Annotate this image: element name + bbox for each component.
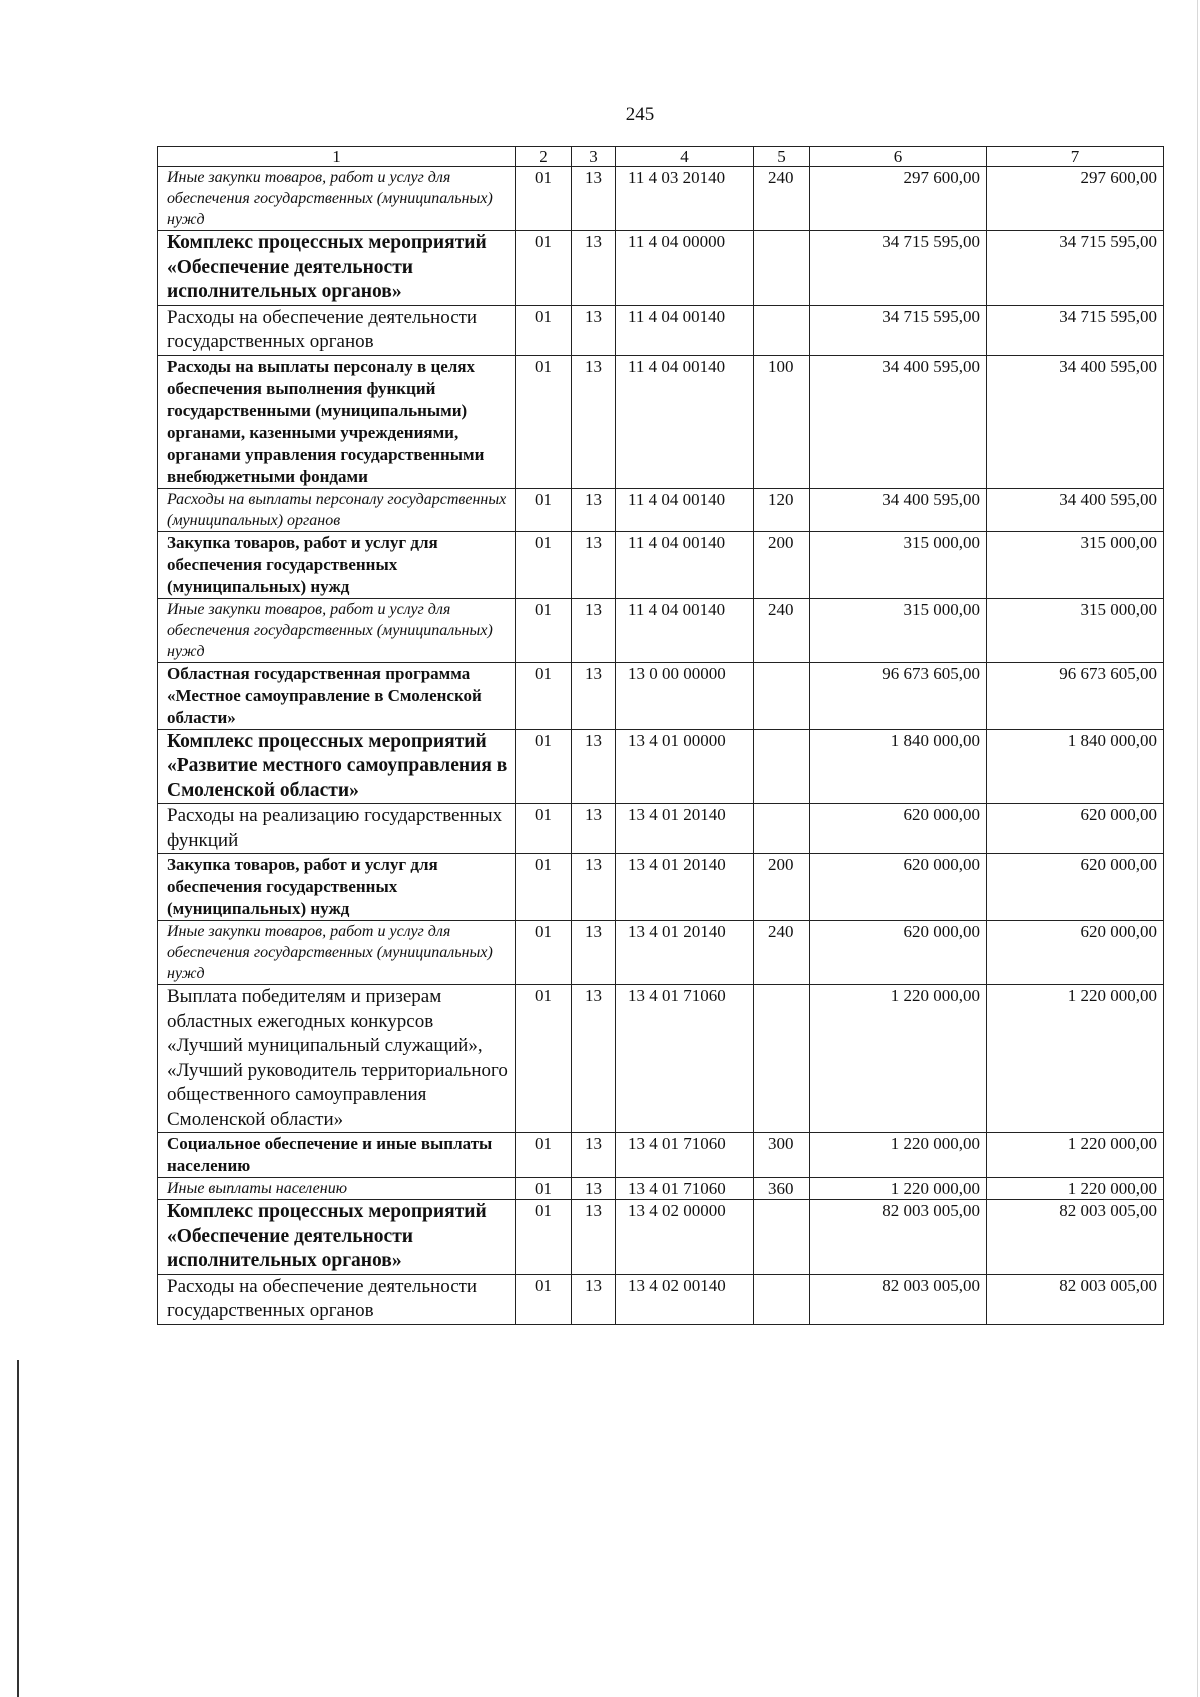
cell-sum1: 34 400 595,00 (810, 355, 987, 488)
cell-sum2: 34 400 595,00 (987, 488, 1164, 531)
budget-table (157, 146, 1164, 1325)
table-body (158, 147, 1164, 1325)
cell-code: 13 4 01 00000 (616, 729, 754, 804)
cell-name: Расходы на выплаты персоналу государственных (муниципальных) органов (158, 488, 516, 531)
cell-sum1: 315 000,00 (810, 598, 987, 662)
cell-vr: 300 (754, 1133, 810, 1178)
cell-sum2: 315 000,00 (987, 598, 1164, 662)
table-row (158, 1178, 1164, 1200)
cell-col3: 13 (572, 355, 616, 488)
table-row (158, 854, 1164, 921)
cell-sum2: 620 000,00 (987, 804, 1164, 854)
cell-vr (754, 662, 810, 729)
table-row (158, 231, 1164, 306)
cell-col3: 13 (572, 488, 616, 531)
cell-col2: 01 (516, 167, 572, 231)
cell-sum2: 34 715 595,00 (987, 231, 1164, 306)
cell-sum1: 96 673 605,00 (810, 662, 987, 729)
cell-code: 13 4 01 71060 (616, 1178, 754, 1200)
header-cell: 7 (987, 147, 1164, 167)
cell-col2: 01 (516, 531, 572, 598)
cell-code: 11 4 04 00140 (616, 355, 754, 488)
cell-name: Комплекс процессных мероприятий «Обеспечение деятельности исполнительных органов» (158, 231, 516, 306)
cell-name: Иные закупки товаров, работ и услуг для обеспечения государственных (муниципальных) нужд (158, 167, 516, 231)
cell-vr: 240 (754, 921, 810, 985)
cell-code: 11 4 04 00140 (616, 531, 754, 598)
cell-col3: 13 (572, 231, 616, 306)
cell-code: 11 4 04 00140 (616, 488, 754, 531)
cell-col2: 01 (516, 662, 572, 729)
cell-vr: 240 (754, 598, 810, 662)
header-row (158, 147, 1164, 167)
right-edge-line (1197, 0, 1198, 1697)
cell-col2: 01 (516, 1274, 572, 1324)
cell-code: 13 4 01 20140 (616, 921, 754, 985)
header-cell: 4 (616, 147, 754, 167)
cell-code: 13 4 01 71060 (616, 985, 754, 1133)
cell-code: 11 4 03 20140 (616, 167, 754, 231)
page-number: 245 (625, 104, 655, 125)
cell-col3: 13 (572, 854, 616, 921)
cell-code: 13 4 02 00140 (616, 1274, 754, 1324)
cell-sum2: 1 220 000,00 (987, 1178, 1164, 1200)
header-cell: 3 (572, 147, 616, 167)
cell-sum2: 34 400 595,00 (987, 355, 1164, 488)
cell-vr: 120 (754, 488, 810, 531)
cell-col3: 13 (572, 1274, 616, 1324)
cell-col3: 13 (572, 985, 616, 1133)
table-row (158, 985, 1164, 1133)
cell-name: Расходы на реализацию государственных функций (158, 804, 516, 854)
table-row (158, 305, 1164, 355)
cell-col3: 13 (572, 1178, 616, 1200)
cell-sum1: 34 715 595,00 (810, 305, 987, 355)
cell-col2: 01 (516, 854, 572, 921)
cell-name: Расходы на выплаты персоналу в целях обеспечения выполнения функций государственными (муниципальными) органами, казенными учреждениями, органами управления государственными внебюджетными фондами (158, 355, 516, 488)
cell-sum1: 82 003 005,00 (810, 1274, 987, 1324)
cell-sum1: 34 400 595,00 (810, 488, 987, 531)
cell-name: Иные закупки товаров, работ и услуг для обеспечения государственных (муниципальных) нужд (158, 921, 516, 985)
cell-col3: 13 (572, 1200, 616, 1275)
cell-name: Расходы на обеспечение деятельности государственных органов (158, 1274, 516, 1324)
cell-name: Социальное обеспечение и иные выплаты населению (158, 1133, 516, 1178)
cell-name: Иные выплаты населению (158, 1178, 516, 1200)
cell-code: 13 4 01 20140 (616, 854, 754, 921)
cell-vr (754, 729, 810, 804)
cell-col3: 13 (572, 662, 616, 729)
cell-name: Иные закупки товаров, работ и услуг для обеспечения государственных (муниципальных) нужд (158, 598, 516, 662)
cell-name: Выплата победителям и призерам областных ежегодных конкурсов «Лучший муниципальный служащий», «Лучший руководитель территориального общественного самоуправления Смоленской области» (158, 985, 516, 1133)
cell-vr: 200 (754, 854, 810, 921)
cell-code: 13 4 02 00000 (616, 1200, 754, 1275)
cell-col3: 13 (572, 531, 616, 598)
table-row (158, 804, 1164, 854)
cell-col2: 01 (516, 1133, 572, 1178)
cell-sum1: 297 600,00 (810, 167, 987, 231)
cell-col2: 01 (516, 1200, 572, 1275)
cell-vr: 200 (754, 531, 810, 598)
table-row (158, 1133, 1164, 1178)
cell-col2: 01 (516, 488, 572, 531)
header-cell: 2 (516, 147, 572, 167)
cell-sum2: 620 000,00 (987, 921, 1164, 985)
cell-col2: 01 (516, 921, 572, 985)
table-row (158, 729, 1164, 804)
cell-vr: 360 (754, 1178, 810, 1200)
cell-vr: 100 (754, 355, 810, 488)
cell-code: 11 4 04 00140 (616, 305, 754, 355)
cell-sum1: 620 000,00 (810, 854, 987, 921)
cell-col3: 13 (572, 729, 616, 804)
cell-col2: 01 (516, 305, 572, 355)
cell-sum2: 34 715 595,00 (987, 305, 1164, 355)
cell-sum1: 1 220 000,00 (810, 1178, 987, 1200)
table-row (158, 662, 1164, 729)
cell-sum1: 620 000,00 (810, 921, 987, 985)
cell-col3: 13 (572, 598, 616, 662)
cell-col2: 01 (516, 1178, 572, 1200)
header-cell: 6 (810, 147, 987, 167)
cell-sum1: 34 715 595,00 (810, 231, 987, 306)
cell-vr (754, 1274, 810, 1324)
cell-sum2: 620 000,00 (987, 854, 1164, 921)
cell-vr (754, 305, 810, 355)
table-row (158, 921, 1164, 985)
cell-name: Закупка товаров, работ и услуг для обеспечения государственных (муниципальных) нужд (158, 531, 516, 598)
table-row (158, 598, 1164, 662)
cell-col2: 01 (516, 598, 572, 662)
cell-code: 13 0 00 00000 (616, 662, 754, 729)
cell-sum2: 1 220 000,00 (987, 1133, 1164, 1178)
cell-col2: 01 (516, 804, 572, 854)
cell-name: Комплекс процессных мероприятий «Развитие местного самоуправления в Смоленской области» (158, 729, 516, 804)
cell-vr (754, 985, 810, 1133)
cell-col3: 13 (572, 1133, 616, 1178)
cell-code: 13 4 01 20140 (616, 804, 754, 854)
table-row (158, 1274, 1164, 1324)
cell-code: 11 4 04 00140 (616, 598, 754, 662)
cell-vr (754, 231, 810, 306)
cell-sum1: 82 003 005,00 (810, 1200, 987, 1275)
cell-sum2: 315 000,00 (987, 531, 1164, 598)
cell-vr: 240 (754, 167, 810, 231)
cell-sum2: 1 220 000,00 (987, 985, 1164, 1133)
cell-col3: 13 (572, 167, 616, 231)
cell-vr (754, 804, 810, 854)
table-row (158, 531, 1164, 598)
cell-col2: 01 (516, 355, 572, 488)
header-cell: 1 (158, 147, 516, 167)
cell-sum2: 82 003 005,00 (987, 1274, 1164, 1324)
left-margin-line (17, 1360, 19, 1697)
cell-name: Областная государственная программа «Местное самоуправление в Смоленской области» (158, 662, 516, 729)
header-cell: 5 (754, 147, 810, 167)
cell-col3: 13 (572, 305, 616, 355)
cell-sum2: 297 600,00 (987, 167, 1164, 231)
cell-name: Комплекс процессных мероприятий «Обеспечение деятельности исполнительных органов» (158, 1200, 516, 1275)
cell-sum2: 82 003 005,00 (987, 1200, 1164, 1275)
cell-col3: 13 (572, 921, 616, 985)
cell-code: 13 4 01 71060 (616, 1133, 754, 1178)
cell-name: Закупка товаров, работ и услуг для обеспечения государственных (муниципальных) нужд (158, 854, 516, 921)
table-row (158, 488, 1164, 531)
table-row (158, 167, 1164, 231)
cell-col2: 01 (516, 231, 572, 306)
cell-sum2: 96 673 605,00 (987, 662, 1164, 729)
cell-sum1: 1 220 000,00 (810, 985, 987, 1133)
cell-col3: 13 (572, 804, 616, 854)
cell-name: Расходы на обеспечение деятельности государственных органов (158, 305, 516, 355)
cell-sum1: 1 840 000,00 (810, 729, 987, 804)
cell-sum1: 1 220 000,00 (810, 1133, 987, 1178)
cell-col2: 01 (516, 985, 572, 1133)
cell-col2: 01 (516, 729, 572, 804)
cell-sum1: 620 000,00 (810, 804, 987, 854)
cell-sum1: 315 000,00 (810, 531, 987, 598)
cell-vr (754, 1200, 810, 1275)
cell-sum2: 1 840 000,00 (987, 729, 1164, 804)
table-row (158, 355, 1164, 488)
cell-code: 11 4 04 00000 (616, 231, 754, 306)
table-row (158, 1200, 1164, 1275)
